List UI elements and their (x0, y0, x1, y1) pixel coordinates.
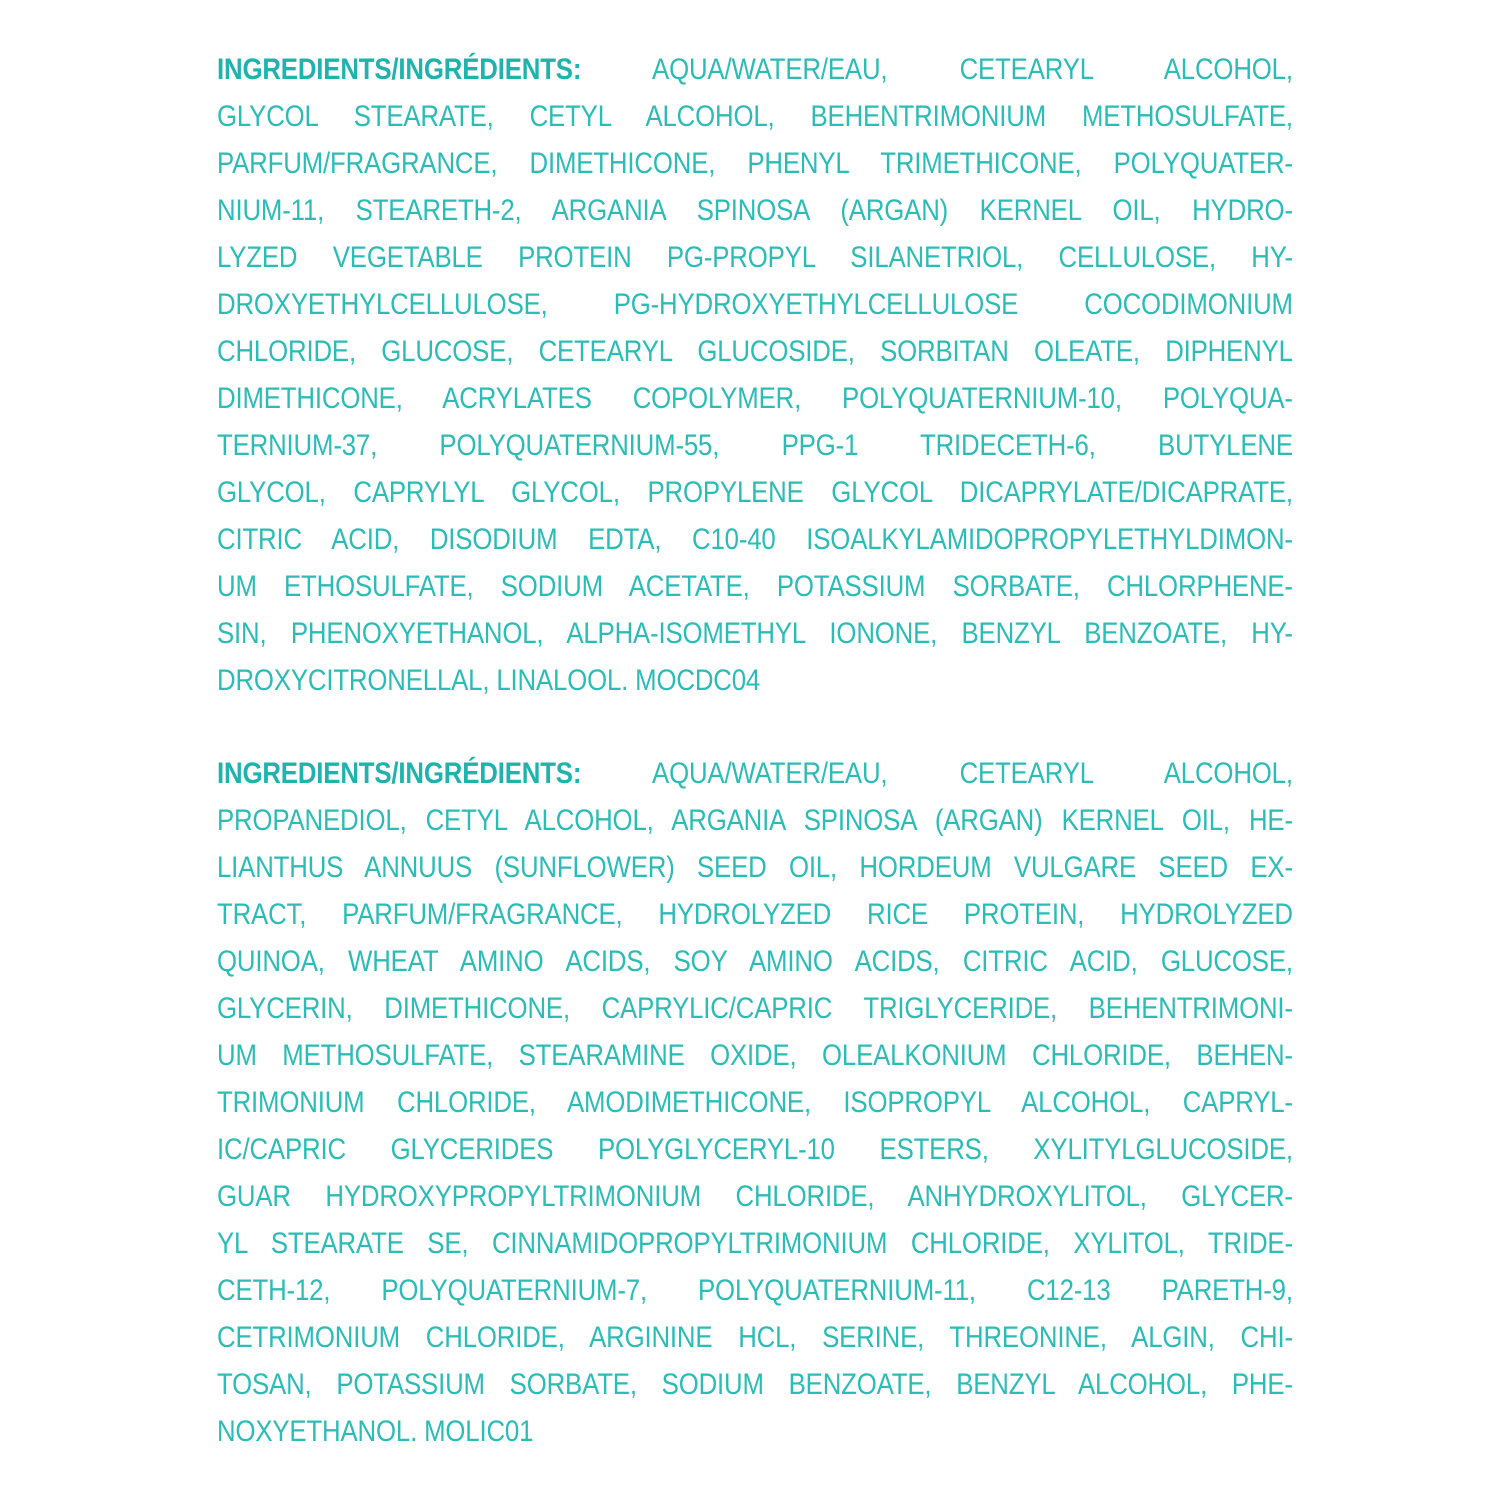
ingredients-line: DROXYETHYLCELLULOSE, PG-HYDROXYETHYLCELLULOSE COCODIMONIUM (217, 288, 1293, 321)
ingredients-line: GUAR HYDROXYPROPYLTRIMONIUM CHLORIDE, ANHYDROXYLITOL, GLYCER- (217, 1180, 1293, 1213)
ingredients-line: PARFUM/FRAGRANCE, DIMETHICONE, PHENYL TRIMETHICONE, POLYQUATER- (217, 147, 1293, 180)
ingredients-line: CITRIC ACID, DISODIUM EDTA, C10-40 ISOALKYLAMIDOPROPYLETHYLDIMON- (217, 523, 1293, 556)
ingredients-line: NIUM-11, STEARETH-2, ARGANIA SPINOSA (ARGAN) KERNEL OIL, HYDRO- (217, 194, 1293, 227)
ingredients-line: DROXYCITRONELLAL, LINALOOL. MOCDC04 (217, 664, 761, 697)
ingredients-line: TRACT, PARFUM/FRAGRANCE, HYDROLYZED RICE PROTEIN, HYDROLYZED (217, 898, 1293, 931)
ingredients-line: CHLORIDE, GLUCOSE, CETEARYL GLUCOSIDE, SORBITAN OLEATE, DIPHENYL (217, 335, 1293, 368)
ingredients-line: LYZED VEGETABLE PROTEIN PG-PROPYL SILANETRIOL, CELLULOSE, HY- (217, 241, 1293, 274)
ingredients-heading: INGREDIENTS/INGRÉDIENTS: (217, 757, 582, 790)
ingredients-line: NOXYETHANOL. MOLIC01 (217, 1415, 534, 1448)
ingredients-line: TOSAN, POTASSIUM SORBATE, SODIUM BENZOATE, BENZYL ALCOHOL, PHE- (217, 1368, 1293, 1401)
ingredients-line: IC/CAPRIC GLYCERIDES POLYGLYCERYL-10 ESTERS, XYLITYLGLUCOSIDE, (217, 1133, 1293, 1166)
ingredients-label (217, 46, 1293, 1455)
ingredients-line: QUINOA, WHEAT AMINO ACIDS, SOY AMINO ACIDS, CITRIC ACID, GLUCOSE, (217, 945, 1293, 978)
ingredients-line: GLYCERIN, DIMETHICONE, CAPRYLIC/CAPRIC TRIGLYCERIDE, BEHENTRIMONI- (217, 992, 1293, 1025)
ingredients-line: UM ETHOSULFATE, SODIUM ACETATE, POTASSIUM SORBATE, CHLORPHENE- (217, 570, 1293, 603)
ingredients-line: LIANTHUS ANNUUS (SUNFLOWER) SEED OIL, HORDEUM VULGARE SEED EX- (217, 851, 1293, 884)
ingredients-text: AQUA/WATER/EAU, CETEARYL ALCOHOL, (581, 757, 1293, 790)
ingredients-line: PROPANEDIOL, CETYL ALCOHOL, ARGANIA SPINOSA (ARGAN) KERNEL OIL, HE- (217, 804, 1293, 837)
ingredients-line: TRIMONIUM CHLORIDE, AMODIMETHICONE, ISOPROPYL ALCOHOL, CAPRYL- (217, 1086, 1293, 1119)
ingredients-line: DIMETHICONE, ACRYLATES COPOLYMER, POLYQUATERNIUM-10, POLYQUA- (217, 382, 1293, 415)
ingredients-line: GLYCOL, CAPRYLYL GLYCOL, PROPYLENE GLYCOL DICAPRYLATE/DICAPRATE, (217, 476, 1293, 509)
ingredients-line: YL STEARATE SE, CINNAMIDOPROPYLTRIMONIUM CHLORIDE, XYLITOL, TRIDE- (217, 1227, 1293, 1260)
ingredients-line (217, 750, 1293, 797)
ingredients-line: UM METHOSULFATE, STEARAMINE OXIDE, OLEALKONIUM CHLORIDE, BEHEN- (217, 1039, 1293, 1072)
ingredients-line (217, 46, 1293, 93)
ingredients-heading: INGREDIENTS/INGRÉDIENTS: (217, 53, 582, 86)
ingredients-line: SIN, PHENOXYETHANOL, ALPHA-ISOMETHYL IONONE, BENZYL BENZOATE, HY- (217, 617, 1293, 650)
ingredients-line: CETH-12, POLYQUATERNIUM-7, POLYQUATERNIUM-11, C12-13 PARETH-9, (217, 1274, 1293, 1307)
ingredients-block-1 (217, 46, 1293, 704)
ingredients-block-2 (217, 750, 1293, 1455)
ingredients-line: GLYCOL STEARATE, CETYL ALCOHOL, BEHENTRIMONIUM METHOSULFATE, (217, 100, 1293, 133)
ingredients-text: AQUA/WATER/EAU, CETEARYL ALCOHOL, (581, 53, 1293, 86)
ingredients-line: CETRIMONIUM CHLORIDE, ARGININE HCL, SERINE, THREONINE, ALGIN, CHI- (217, 1321, 1293, 1354)
ingredients-line: TERNIUM-37, POLYQUATERNIUM-55, PPG-1 TRIDECETH-6, BUTYLENE (217, 429, 1293, 462)
